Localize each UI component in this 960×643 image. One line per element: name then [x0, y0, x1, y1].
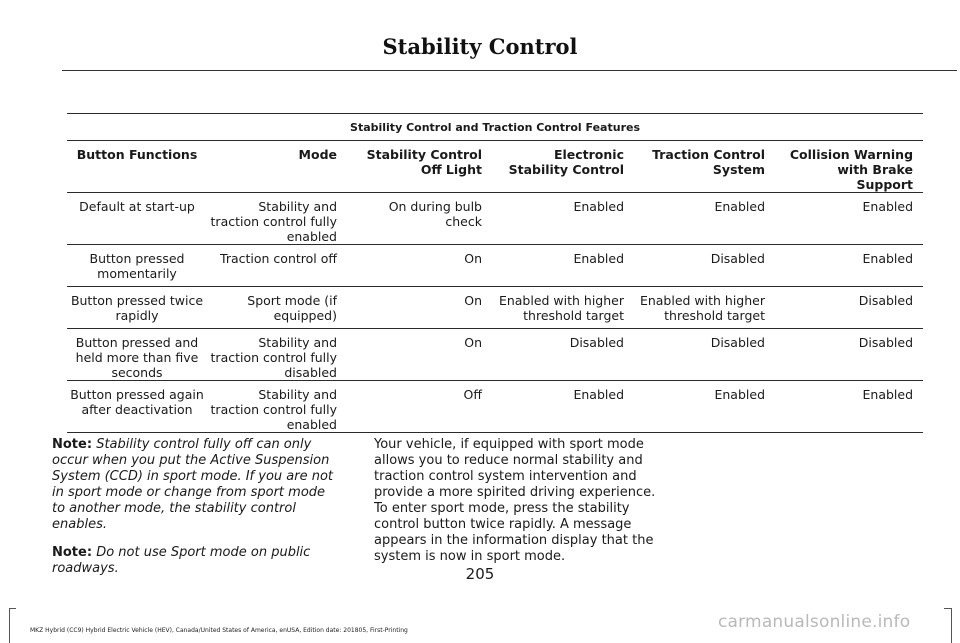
table-cell: Stability and traction control fully enabled: [207, 193, 347, 245]
column-header-collision-warning: Collision Warning with Brake Support: [775, 141, 923, 193]
table-cell: Traction control off: [207, 245, 347, 287]
table-cell: Sport mode (if equipped): [207, 287, 347, 329]
crop-mark: [9, 608, 16, 609]
table-row: [67, 193, 923, 245]
note-label: Note:: [52, 545, 93, 560]
stability-features-table: [67, 113, 923, 433]
column-header-traction-control-system: Traction Control System: [634, 141, 775, 193]
note-text: Stability control fully off can only occur when you put the Active Suspension System (CCD) in sport mode. If you are not in sport mode or change from sport mode to another mode, the stability control enables.: [52, 437, 334, 532]
table-cell: Disabled: [775, 287, 923, 329]
table-cell: Enabled: [775, 381, 923, 433]
table-cell: Stability and traction control fully disabled: [207, 329, 347, 381]
table-cell: Disabled: [634, 245, 775, 287]
table-cell: Button pressed and held more than five seconds: [67, 329, 207, 381]
table-header-row: [67, 141, 923, 193]
table-cell: Enabled: [634, 193, 775, 245]
body-paragraph: Your vehicle, if equipped with sport mode allows you to reduce normal stability and traction control system intervention and provide a more spirited driving experience. To enter sport mode, press the stability control button twice rapidly. A message appears in the information display that the system is now in sport mode.: [374, 437, 656, 564]
table-cell: On: [347, 287, 492, 329]
body-column: [374, 437, 662, 577]
table-cell: Stability and traction control fully enabled: [207, 381, 347, 433]
page-title: Stability Control: [382, 34, 578, 59]
table-cell: On: [347, 245, 492, 287]
note-label: Note:: [52, 437, 93, 452]
table-cell: Button pressed again after deactivation: [67, 381, 207, 433]
column-header-stability-control-off-light: Stability Control Off Light: [347, 141, 492, 193]
table-row: [67, 329, 923, 381]
crop-mark: [944, 608, 951, 609]
table-cell: On during bulb check: [347, 193, 492, 245]
table-cell: Default at start-up: [67, 193, 207, 245]
footer-edition-text: MKZ Hybrid (CC9) Hybrid Electric Vehicle (HEV), Canada/United States of America, enUSA, Edition date: 201805, First-Printing: [30, 627, 408, 634]
table-caption: Stability Control and Traction Control Features: [67, 114, 923, 141]
table-cell: Enabled with higher threshold target: [492, 287, 634, 329]
column-header-button-functions: Button Functions: [67, 141, 207, 193]
note-paragraph: [52, 437, 340, 533]
table-row: [67, 245, 923, 287]
note-text: Do not use Sport mode on public roadways.: [52, 545, 311, 576]
crop-mark: [951, 608, 952, 643]
table-cell: Enabled: [492, 193, 634, 245]
table-cell: On: [347, 329, 492, 381]
table-cell: Disabled: [634, 329, 775, 381]
table-cell: Off: [347, 381, 492, 433]
table-cell: Button pressed twice rapidly: [67, 287, 207, 329]
table-caption-row: [67, 114, 923, 141]
table-cell: Enabled: [775, 245, 923, 287]
table-row: [67, 287, 923, 329]
header-divider: [62, 70, 957, 71]
crop-mark: [9, 608, 10, 643]
table-cell: Disabled: [492, 329, 634, 381]
table-cell: Disabled: [775, 329, 923, 381]
table-cell: Button pressed momentarily: [67, 245, 207, 287]
page-number: 205: [465, 565, 495, 583]
table-cell: Enabled: [492, 245, 634, 287]
column-header-mode: Mode: [207, 141, 347, 193]
table-cell: Enabled: [775, 193, 923, 245]
table-cell: Enabled: [492, 381, 634, 433]
watermark-logo: carmanualsonline.info: [718, 612, 911, 632]
table-cell: Enabled: [634, 381, 775, 433]
table-cell: Enabled with higher threshold target: [634, 287, 775, 329]
column-header-electronic-stability-control: Electronic Stability Control: [492, 141, 634, 193]
table-row: [67, 381, 923, 433]
